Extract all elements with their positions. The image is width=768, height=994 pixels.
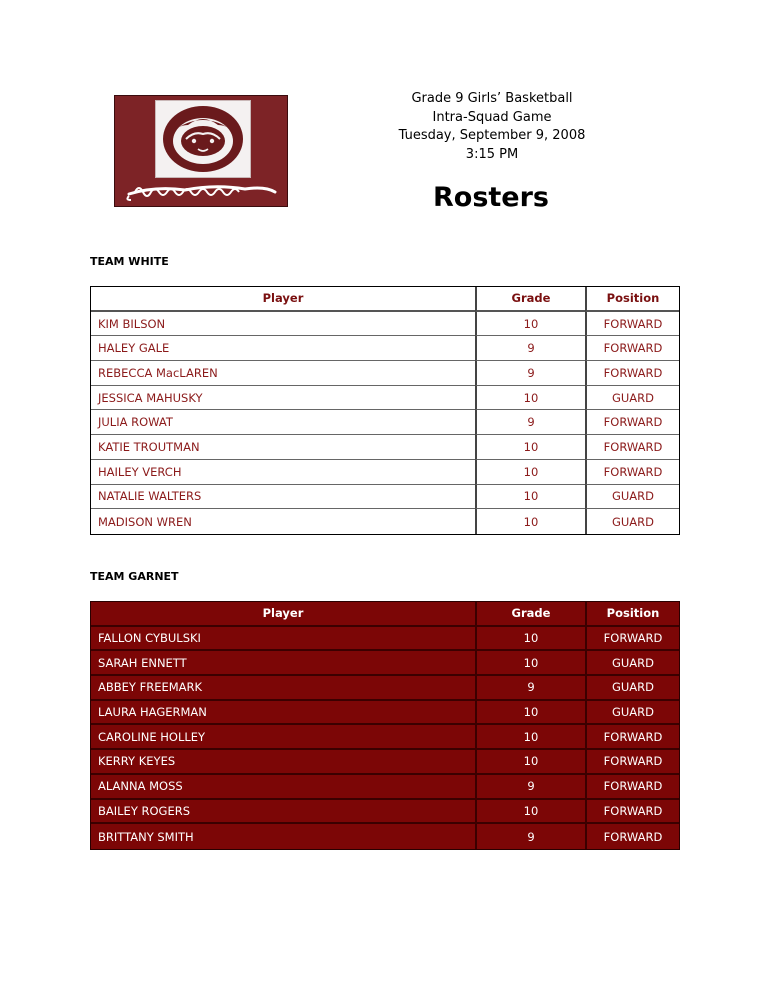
player-name-cell: BAILEY ROGERS bbox=[91, 800, 475, 825]
position-cell: FORWARD bbox=[585, 312, 679, 337]
header-line-1: Grade 9 Girls’ Basketball bbox=[411, 91, 573, 106]
team-white-label: TEAM WHITE bbox=[90, 255, 169, 268]
table-row bbox=[91, 824, 679, 849]
table-header-row bbox=[91, 287, 679, 312]
table-row bbox=[91, 725, 679, 750]
grade-cell: 9 bbox=[475, 410, 585, 435]
grade-cell: 9 bbox=[475, 824, 585, 849]
player-name-cell: NATALIE WALTERS bbox=[91, 485, 475, 510]
grade-cell: 10 bbox=[475, 627, 585, 652]
grade-column-header: Grade bbox=[475, 602, 585, 627]
team-garnet-label: TEAM GARNET bbox=[90, 570, 179, 583]
table-row bbox=[91, 386, 679, 411]
player-name-cell: KATIE TROUTMAN bbox=[91, 435, 475, 460]
player-name-cell: KIM BILSON bbox=[91, 312, 475, 337]
player-name-cell: ABBEY FREEMARK bbox=[91, 676, 475, 701]
grade-cell: 10 bbox=[475, 485, 585, 510]
player-name-cell: JESSICA MAHUSKY bbox=[91, 386, 475, 411]
grade-cell: 10 bbox=[475, 750, 585, 775]
position-cell: FORWARD bbox=[585, 435, 679, 460]
table-row bbox=[91, 651, 679, 676]
position-cell: FORWARD bbox=[585, 336, 679, 361]
player-name-cell: HALEY GALE bbox=[91, 336, 475, 361]
position-column-header: Position bbox=[585, 287, 679, 312]
team-white-table bbox=[90, 286, 680, 535]
grade-cell: 10 bbox=[475, 435, 585, 460]
table-row bbox=[91, 336, 679, 361]
grade-cell: 10 bbox=[475, 460, 585, 485]
position-cell: GUARD bbox=[585, 386, 679, 411]
table-row bbox=[91, 676, 679, 701]
player-column-header: Player bbox=[91, 287, 475, 312]
jaguars-wordmark bbox=[115, 180, 287, 202]
position-cell: FORWARD bbox=[585, 460, 679, 485]
position-cell: FORWARD bbox=[585, 410, 679, 435]
grade-cell: 9 bbox=[475, 336, 585, 361]
table-row bbox=[91, 312, 679, 337]
table-header-row bbox=[91, 602, 679, 627]
jaguar-head-icon bbox=[155, 100, 251, 178]
grade-cell: 9 bbox=[475, 676, 585, 701]
table-row bbox=[91, 750, 679, 775]
table-row bbox=[91, 410, 679, 435]
event-header bbox=[372, 90, 612, 164]
position-cell: FORWARD bbox=[585, 824, 679, 849]
position-cell: GUARD bbox=[585, 701, 679, 726]
table-row bbox=[91, 361, 679, 386]
player-name-cell: REBECCA MacLAREN bbox=[91, 361, 475, 386]
grade-cell: 10 bbox=[475, 701, 585, 726]
table-row bbox=[91, 460, 679, 485]
player-name-cell: FALLON CYBULSKI bbox=[91, 627, 475, 652]
position-cell: FORWARD bbox=[585, 800, 679, 825]
grade-column-header: Grade bbox=[475, 287, 585, 312]
grade-cell: 10 bbox=[475, 800, 585, 825]
player-name-cell: SARAH ENNETT bbox=[91, 651, 475, 676]
header-line-2: Intra-Squad Game bbox=[432, 109, 552, 125]
grade-cell: 9 bbox=[475, 775, 585, 800]
position-cell: FORWARD bbox=[585, 627, 679, 652]
position-cell: GUARD bbox=[585, 651, 679, 676]
table-row bbox=[91, 800, 679, 825]
position-cell: GUARD bbox=[585, 676, 679, 701]
position-cell: GUARD bbox=[585, 485, 679, 510]
jaguars-logo bbox=[114, 95, 288, 207]
table-row bbox=[91, 627, 679, 652]
header-line-4: 3:15 PM bbox=[465, 146, 519, 162]
table-row bbox=[91, 701, 679, 726]
header-line-3: Tuesday, September 9, 2008 bbox=[398, 128, 586, 143]
position-cell: FORWARD bbox=[585, 725, 679, 750]
table-row bbox=[91, 775, 679, 800]
table-row bbox=[91, 509, 679, 534]
player-name-cell: ALANNA MOSS bbox=[91, 775, 475, 800]
player-name-cell: CAROLINE HOLLEY bbox=[91, 725, 475, 750]
team-garnet-table bbox=[90, 601, 680, 850]
page-title: Rosters bbox=[432, 182, 549, 213]
player-name-cell: HAILEY VERCH bbox=[91, 460, 475, 485]
player-name-cell: LAURA HAGERMAN bbox=[91, 701, 475, 726]
player-name-cell: MADISON WREN bbox=[98, 514, 192, 529]
player-name-cell: BRITTANY SMITH bbox=[98, 829, 194, 844]
position-cell: FORWARD bbox=[585, 750, 679, 775]
position-column-header: Position bbox=[585, 602, 679, 627]
player-name-cell: KERRY KEYES bbox=[91, 750, 475, 775]
position-cell: FORWARD bbox=[585, 775, 679, 800]
grade-cell: 10 bbox=[475, 312, 585, 337]
grade-cell: 10 bbox=[475, 386, 585, 411]
player-column-header: Player bbox=[91, 602, 475, 627]
grade-cell: 10 bbox=[475, 509, 585, 534]
player-name-cell: JULIA ROWAT bbox=[91, 410, 475, 435]
position-cell: FORWARD bbox=[585, 361, 679, 386]
table-row bbox=[91, 435, 679, 460]
grade-cell: 10 bbox=[475, 725, 585, 750]
position-cell: GUARD bbox=[585, 509, 679, 534]
grade-cell: 9 bbox=[475, 361, 585, 386]
grade-cell: 10 bbox=[475, 651, 585, 676]
table-row bbox=[91, 485, 679, 510]
